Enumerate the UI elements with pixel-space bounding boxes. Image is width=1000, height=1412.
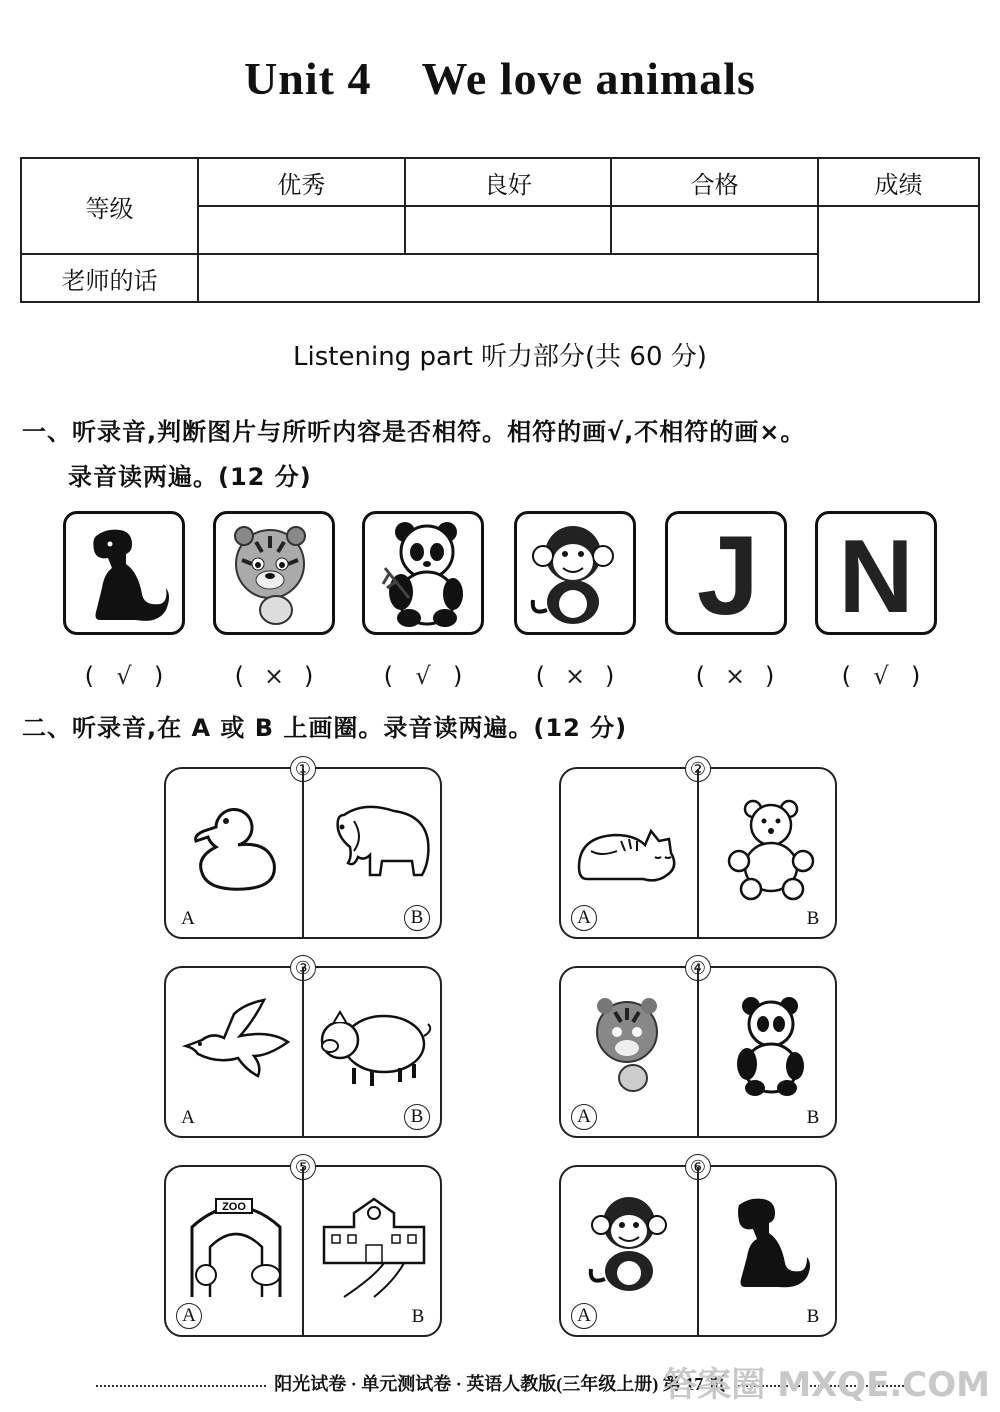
q2-item-1 — [164, 759, 442, 939]
grade-table — [20, 157, 980, 303]
q2-item-number: ⑤ — [290, 1154, 316, 1180]
letter-j-icon — [668, 514, 784, 632]
teacher-comment-cell[interactable] — [198, 254, 818, 302]
question-1-line2: 录音读两遍。(12 分) — [68, 463, 312, 491]
q1-answer-3[interactable]: ( √ ) — [383, 662, 463, 690]
cat-icon — [571, 791, 691, 901]
q2-item-5 — [164, 1157, 442, 1337]
q1-answer-mark: × — [724, 662, 746, 690]
question-2: 二、听录音,在 A 或 B 上画圈。录音读两遍。(12 分) — [22, 714, 628, 742]
elephant-icon — [314, 791, 434, 901]
q1-answer-mark: × — [564, 662, 586, 690]
option-a-label[interactable]: A — [181, 908, 195, 929]
q1-answer-6[interactable]: ( √ ) — [841, 662, 921, 690]
score-cell[interactable] — [818, 206, 979, 302]
option-b-label[interactable]: B — [411, 1306, 425, 1327]
option-a-label-circled[interactable]: A — [571, 905, 597, 931]
watermark: 答案圈 MXQE.COM — [663, 1365, 990, 1405]
question-1 — [22, 412, 805, 492]
q2-item-number: ⑥ — [685, 1154, 711, 1180]
q2-item-6 — [559, 1157, 837, 1337]
q2-item-number: ① — [290, 756, 316, 782]
teddy-bear-icon — [709, 791, 829, 901]
grade-excellent-cell[interactable] — [198, 206, 405, 254]
q1-answer-mark: √ — [873, 662, 889, 690]
grade-pass: 合格 — [611, 158, 818, 206]
q1-card-letter-n — [815, 511, 937, 635]
option-b-label[interactable]: B — [806, 908, 820, 929]
option-b-label-circled[interactable]: B — [404, 905, 430, 931]
option-b-label[interactable]: B — [806, 1306, 820, 1327]
q2-item-number: ③ — [290, 955, 316, 981]
grade-good: 良好 — [405, 158, 612, 206]
section-title: Listening part 听力部分(共 60 分) — [293, 342, 707, 372]
question-1-line1: 一、听录音,判断图片与所听内容是否相符。相符的画√,不相符的画×。 — [22, 418, 806, 446]
tiger-icon — [216, 514, 332, 632]
school-icon — [314, 1189, 434, 1299]
dog-icon — [709, 1189, 829, 1299]
monkey-icon — [517, 514, 633, 632]
q1-card-tiger — [213, 511, 335, 635]
option-a-label-circled[interactable]: A — [176, 1303, 202, 1329]
tiger-icon — [571, 990, 691, 1100]
q1-answer-5[interactable]: ( × ) — [695, 662, 775, 690]
panda-icon — [709, 990, 829, 1100]
q1-answer-4[interactable]: ( × ) — [535, 662, 615, 690]
q2-item-4 — [559, 958, 837, 1138]
q1-card-monkey — [514, 511, 636, 635]
pig-icon — [314, 990, 434, 1100]
panda-icon — [365, 514, 481, 632]
letter-n-icon — [818, 514, 934, 632]
option-b-label[interactable]: B — [806, 1107, 820, 1128]
unit-label: Unit 4 — [244, 53, 372, 104]
grade-pass-cell[interactable] — [611, 206, 818, 254]
q1-answer-1[interactable]: ( √ ) — [84, 662, 164, 690]
q1-card-dog — [63, 511, 185, 635]
grade-excellent: 优秀 — [198, 158, 405, 206]
dog-icon — [66, 514, 182, 632]
q2-item-number: ② — [685, 756, 711, 782]
bird-icon — [176, 990, 296, 1100]
zoo-sign-text: ZOO — [222, 1201, 246, 1213]
q1-answer-mark: √ — [415, 662, 431, 690]
option-b-label-circled[interactable]: B — [404, 1104, 430, 1130]
grade-good-cell[interactable] — [405, 206, 612, 254]
monkey-icon — [571, 1189, 691, 1299]
q1-answer-mark: × — [263, 662, 285, 690]
q1-card-letter-j — [665, 511, 787, 635]
grade-level-label: 等级 — [21, 158, 198, 254]
unit-title: We love animals — [421, 53, 756, 104]
zoo-gate-icon — [176, 1189, 296, 1299]
duck-icon — [176, 791, 296, 901]
option-a-label-circled[interactable]: A — [571, 1104, 597, 1130]
q2-item-number: ④ — [685, 955, 711, 981]
letter-n-glyph: N — [838, 519, 914, 632]
q2-item-2 — [559, 759, 837, 939]
score-label: 成绩 — [818, 158, 979, 206]
q1-answer-mark: √ — [116, 662, 132, 690]
q2-item-3 — [164, 958, 442, 1138]
page-title — [0, 52, 1000, 105]
letter-j-glyph: J — [696, 514, 760, 632]
teacher-comment-label: 老师的话 — [21, 254, 198, 302]
q1-answer-2[interactable]: ( × ) — [234, 662, 314, 690]
q1-card-panda — [362, 511, 484, 635]
footer-text: 阳光试卷 · 单元测试卷 · 英语人教版(三年级上册) 第 17 页 — [274, 1374, 726, 1394]
option-a-label-circled[interactable]: A — [571, 1303, 597, 1329]
option-a-label[interactable]: A — [181, 1107, 195, 1128]
